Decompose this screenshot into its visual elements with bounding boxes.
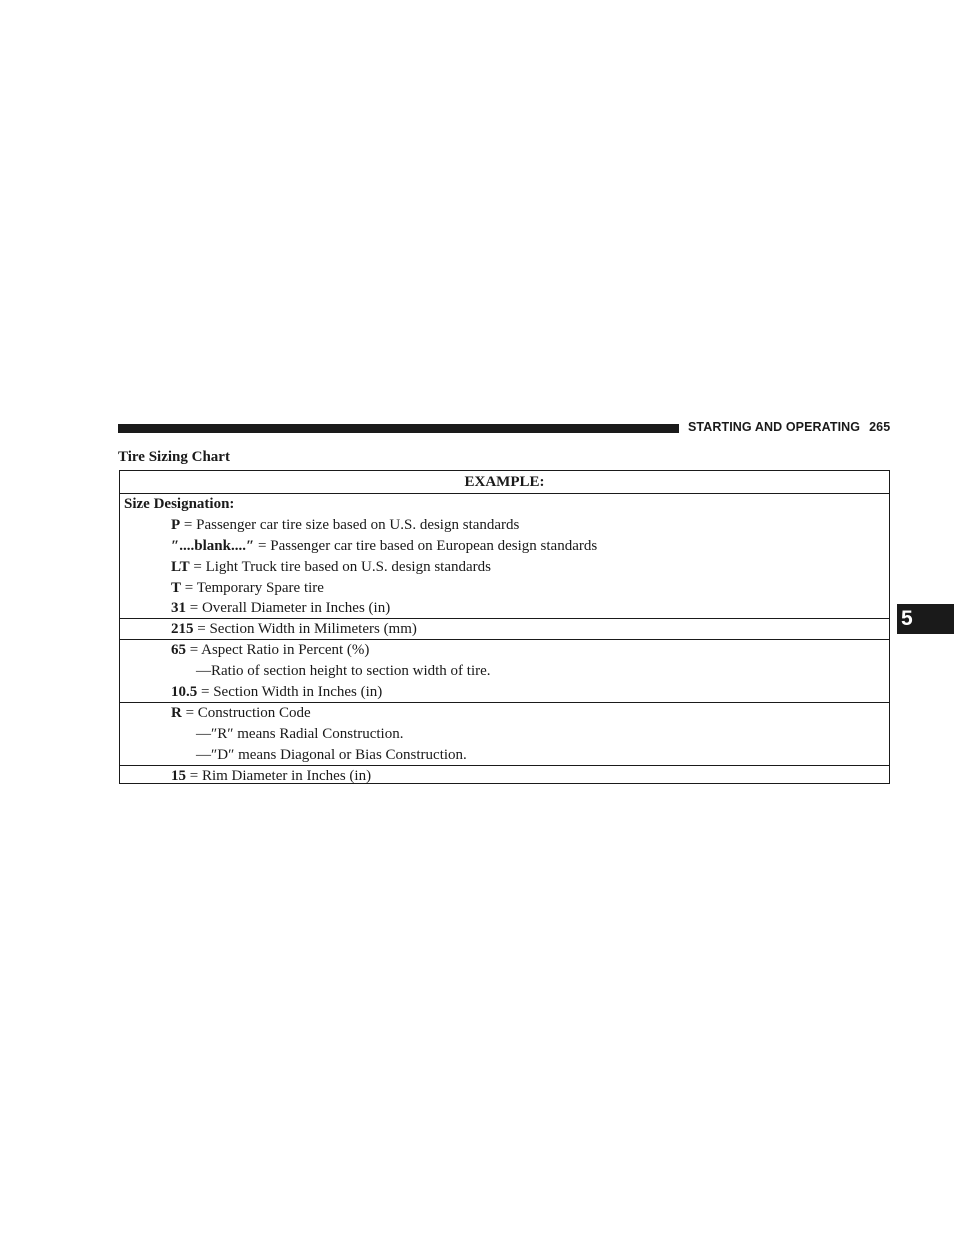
size-designation-label: Size Designation: (124, 496, 235, 512)
row-text: = Rim Diameter in Inches (in) (186, 768, 372, 784)
table-row (171, 620, 417, 638)
table-row (171, 683, 382, 701)
row-text: = Light Truck tire based on U.S. design standards (189, 559, 491, 575)
row-code: 31 (171, 600, 186, 616)
table-row (171, 579, 324, 597)
section-tab: 5 (897, 604, 954, 634)
table-row (171, 558, 491, 576)
table-row (196, 662, 491, 680)
row-text: —Ratio of section height to section width of tire. (196, 663, 491, 679)
table-row (196, 746, 467, 764)
row-text: = Aspect Ratio in Percent (%) (186, 642, 370, 658)
row-code: T (171, 580, 182, 596)
row-code: R (171, 705, 182, 721)
tire-sizing-table (119, 470, 890, 784)
divider (120, 765, 889, 766)
row-text: = Passenger car tire size based on U.S. design standards (180, 517, 520, 533)
row-code: 65 (171, 642, 186, 658)
divider (120, 702, 889, 703)
row-text: —″D″ means Diagonal or Bias Construction. (196, 747, 467, 763)
row-text: = Construction Code (181, 705, 311, 721)
section-title: STARTING AND OPERATING (688, 420, 861, 434)
row-text: = Temporary Spare tire (181, 580, 324, 596)
divider (120, 618, 889, 619)
chart-title: Tire Sizing Chart (118, 449, 230, 465)
row-text: —″R″ means Radial Construction. (196, 726, 404, 742)
row-text: = Section Width in Milimeters (mm) (193, 621, 417, 637)
table-row (171, 767, 371, 785)
table-row (171, 641, 369, 659)
row-text: = Passenger car tire based on European design standards (254, 538, 598, 554)
table-row (171, 704, 311, 722)
running-header (688, 420, 890, 434)
divider (120, 493, 889, 494)
row-code: P (171, 517, 181, 533)
row-code: 10.5 (171, 684, 198, 700)
table-row (171, 516, 519, 534)
table-header: EXAMPLE: (464, 474, 545, 490)
divider (120, 639, 889, 640)
header-rule (118, 424, 679, 433)
row-code: ″....blank....″ (171, 538, 255, 554)
row-code: 15 (171, 768, 186, 784)
table-row (171, 599, 390, 617)
row-code: 215 (171, 621, 194, 637)
row-code: LT (171, 559, 190, 575)
row-text: = Section Width in Inches (in) (197, 684, 383, 700)
table-row (171, 537, 597, 555)
row-text: = Overall Diameter in Inches (in) (186, 600, 391, 616)
page-number: 265 (869, 420, 891, 434)
table-row (196, 725, 403, 743)
